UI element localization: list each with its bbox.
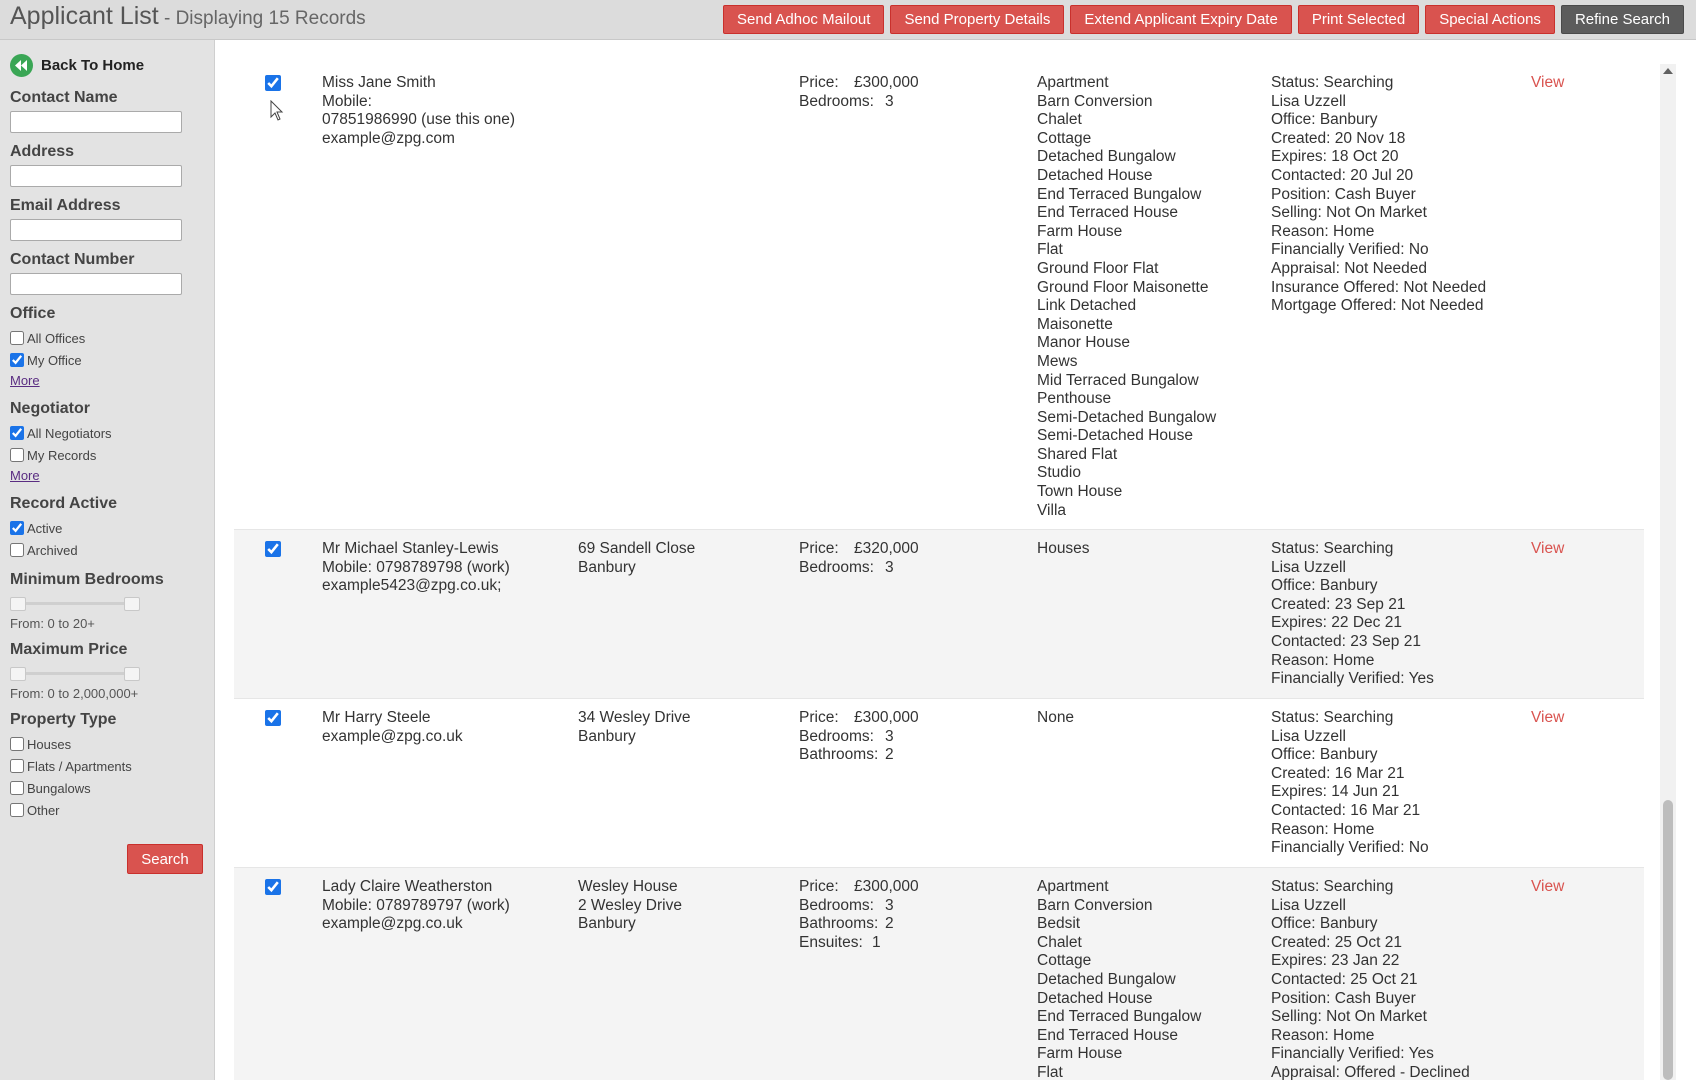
all-negotiators-label: All Negotiators <box>27 425 112 441</box>
archived-label: Archived <box>27 542 78 558</box>
back-arrow-icon <box>10 54 33 77</box>
price-value: £300,000 <box>854 709 919 726</box>
applicant-status-line: Selling: Not On Market <box>1271 1008 1427 1026</box>
my-records-checkbox[interactable] <box>10 448 24 462</box>
applicant-status <box>1271 74 1531 316</box>
archived-option[interactable] <box>10 539 204 561</box>
property-types-line: Detached Bungalow <box>1037 148 1176 166</box>
special-actions-button[interactable]: Special Actions <box>1425 5 1555 34</box>
bedrooms-line <box>799 93 999 112</box>
houses-checkbox[interactable] <box>10 737 24 751</box>
property-types-line: Maisonette <box>1037 315 1113 333</box>
max-price-label: Maximum Price <box>10 641 128 658</box>
record-active-label: Record Active <box>10 495 117 512</box>
view-link[interactable]: View <box>1531 540 1565 557</box>
office-label: Office <box>10 305 56 322</box>
address-label: Address <box>10 143 75 160</box>
applicant-status-line: Contacted: 20 Jul 20 <box>1271 166 1414 184</box>
price-value: £300,000 <box>854 74 919 91</box>
property-types-line: Ground Floor Maisonette <box>1037 278 1209 296</box>
action-toolbar <box>723 5 1684 34</box>
applicant-status <box>1271 878 1531 1080</box>
contact-details <box>322 709 572 746</box>
applicant-status <box>1271 709 1531 858</box>
applicant-row <box>234 699 1644 868</box>
price-and-rooms <box>799 878 999 952</box>
property-types-line: End Terraced Bungalow <box>1037 185 1202 203</box>
max-price-track <box>14 672 136 675</box>
min-bedrooms-track <box>14 602 136 605</box>
results-scrollbar[interactable] <box>1660 64 1676 1080</box>
bathrooms-label: Bathrooms: <box>799 746 879 764</box>
header-bar <box>0 0 1696 40</box>
applicant-status-line: Position: Cash Buyer <box>1271 989 1416 1007</box>
other-label: Other <box>27 802 60 818</box>
min-bedrooms-min-handle[interactable] <box>10 597 26 611</box>
property-type-label: Property Type <box>10 711 117 728</box>
applicant-status-line: Financially Verified: Yes <box>1271 1045 1434 1063</box>
refine-search-button[interactable]: Refine Search <box>1561 5 1684 34</box>
bungalows-option[interactable] <box>10 777 204 799</box>
my-records-label: My Records <box>27 447 97 463</box>
applicant-address-line: Wesley House <box>578 878 678 895</box>
property-types-line: Penthouse <box>1037 390 1112 408</box>
bedrooms-label: Bedrooms: <box>799 896 874 914</box>
contact-number-label: Contact Number <box>10 251 135 268</box>
scrollbar-thumb[interactable] <box>1663 800 1673 1080</box>
property-types-line: Semi-Detached House <box>1037 427 1193 445</box>
view-link[interactable]: View <box>1531 74 1565 91</box>
contact-details-line: Mobile: 0798789798 (work) <box>322 558 510 576</box>
active-option[interactable] <box>10 517 204 539</box>
bedrooms-line <box>799 559 999 578</box>
price-line <box>799 540 999 559</box>
row-select-checkbox[interactable] <box>265 710 281 726</box>
bedrooms-label: Bedrooms: <box>799 727 874 745</box>
bedrooms-label: Bedrooms: <box>799 558 874 576</box>
bathrooms-value: 2 <box>885 915 894 933</box>
applicant-address-line: 2 Wesley Drive <box>578 896 682 914</box>
send-adhoc-mailout-button[interactable]: Send Adhoc Mailout <box>723 5 884 34</box>
row-select-checkbox[interactable] <box>265 75 281 91</box>
filter-sidebar <box>0 40 215 1080</box>
applicant-status-line: Expires: 14 Jun 21 <box>1271 783 1400 801</box>
property-types-line: Flat <box>1037 241 1063 259</box>
applicant-row <box>234 64 1644 530</box>
my-office-label: My Office <box>27 352 82 368</box>
price-and-rooms <box>799 540 999 577</box>
property-types <box>1037 709 1257 728</box>
property-types-line: Studio <box>1037 464 1081 482</box>
property-types-line: Farm House <box>1037 1045 1123 1063</box>
price-and-rooms <box>799 709 999 765</box>
applicant-status-line: Created: 25 Oct 21 <box>1271 933 1402 951</box>
min-bedrooms-slider[interactable] <box>10 597 140 611</box>
applicant-status-line: Mortgage Offered: Not Needed <box>1271 297 1484 315</box>
applicant-status-line: Reason: Home <box>1271 1026 1375 1044</box>
contact-details <box>322 878 572 934</box>
contact-details-line: example5423@zpg.co.uk; <box>322 577 502 595</box>
my-office-checkbox[interactable] <box>10 353 24 367</box>
price-label: Price: <box>799 74 839 91</box>
contact-details-line: Miss Jane Smith <box>322 74 436 91</box>
property-types-line: End Terraced House <box>1037 204 1179 222</box>
property-types-line: End Terraced House <box>1037 1026 1179 1044</box>
applicant-address <box>578 709 778 746</box>
applicant-status-line: Contacted: 25 Oct 21 <box>1271 970 1418 988</box>
property-types-line: Barn Conversion <box>1037 896 1153 914</box>
price-label: Price: <box>799 540 839 557</box>
mouse-cursor-icon <box>270 100 284 122</box>
applicant-status-line: Status: Searching <box>1271 74 1394 91</box>
applicant-status-line: Position: Cash Buyer <box>1271 185 1416 203</box>
send-property-details-button[interactable]: Send Property Details <box>890 5 1064 34</box>
contact-details-line: Mobile: 0789789797 (work) <box>322 896 510 914</box>
search-button[interactable]: Search <box>127 844 203 874</box>
price-value: £300,000 <box>854 878 919 895</box>
print-selected-button[interactable]: Print Selected <box>1298 5 1419 34</box>
contact-details-line: Lady Claire Weatherston <box>322 878 493 895</box>
applicant-status-line: Office: Banbury <box>1271 111 1378 129</box>
my-records-option[interactable] <box>10 444 204 466</box>
applicant-status-line: Office: Banbury <box>1271 915 1378 933</box>
applicant-results-list <box>234 64 1644 1080</box>
other-checkbox[interactable] <box>10 803 24 817</box>
property-types-line: Cottage <box>1037 129 1092 147</box>
applicant-status-line: Office: Banbury <box>1271 746 1378 764</box>
applicant-status-line: Created: 16 Mar 21 <box>1271 764 1405 782</box>
property-types <box>1037 878 1257 1080</box>
applicant-status-line: Expires: 23 Jan 22 <box>1271 952 1400 970</box>
ensuites-line <box>799 934 999 953</box>
applicant-status-line: Lisa Uzzell <box>1271 727 1346 745</box>
applicant-status-line: Reason: Home <box>1271 820 1375 838</box>
page-title-text: Applicant List <box>10 2 159 30</box>
record-count: - Displaying 15 Records <box>158 8 366 29</box>
applicant-status-line: Status: Searching <box>1271 878 1394 895</box>
contact-number-input[interactable] <box>10 273 182 295</box>
applicant-address <box>578 878 778 934</box>
property-types-line: Mews <box>1037 352 1078 370</box>
max-price-range-text: From: 0 to 2,000,000+ <box>10 686 139 701</box>
min-bedrooms-range-text: From: 0 to 20+ <box>10 616 95 631</box>
applicant-status-line: Expires: 22 Dec 21 <box>1271 614 1402 632</box>
my-office-option[interactable] <box>10 349 204 371</box>
property-types-line: Chalet <box>1037 111 1082 129</box>
bathrooms-line <box>799 915 999 934</box>
contact-details-line: example@zpg.co.uk <box>322 727 463 745</box>
max-price-slider[interactable] <box>10 667 140 681</box>
applicant-status-line: Lisa Uzzell <box>1271 558 1346 576</box>
all-negotiators-checkbox[interactable] <box>10 426 24 440</box>
property-types-line: Barn Conversion <box>1037 92 1153 110</box>
price-label: Price: <box>799 709 839 726</box>
min-bedrooms-label: Minimum Bedrooms <box>10 571 164 588</box>
flats-option[interactable] <box>10 755 204 777</box>
price-and-rooms <box>799 74 999 111</box>
bungalows-label: Bungalows <box>27 780 91 796</box>
all-offices-label: All Offices <box>27 330 86 346</box>
bedrooms-label: Bedrooms: <box>799 92 874 110</box>
property-types-line: Villa <box>1037 501 1067 519</box>
applicant-status-line: Office: Banbury <box>1271 577 1378 595</box>
applicant-status-line: Lisa Uzzell <box>1271 896 1346 914</box>
applicant-address-line: Banbury <box>578 558 636 576</box>
negotiator-more-link[interactable]: More <box>10 468 40 483</box>
applicant-status-line: Reason: Home <box>1271 651 1375 669</box>
max-price-max-handle[interactable] <box>124 667 140 681</box>
applicant-status-line: Status: Searching <box>1271 540 1394 557</box>
all-negotiators-option[interactable] <box>10 422 204 444</box>
extend-expiry-button[interactable]: Extend Applicant Expiry Date <box>1070 5 1291 34</box>
property-types-line: Town House <box>1037 483 1123 501</box>
property-types <box>1037 540 1257 559</box>
applicant-status <box>1271 540 1531 689</box>
applicant-status-line: Financially Verified: No <box>1271 241 1429 259</box>
office-more-link[interactable]: More <box>10 373 40 388</box>
bedrooms-value: 3 <box>885 92 894 110</box>
bedrooms-value: 3 <box>885 727 894 745</box>
property-types-line: Mid Terraced Bungalow <box>1037 371 1199 389</box>
property-types-line: Apartment <box>1037 74 1109 91</box>
bathrooms-label: Bathrooms: <box>799 915 879 933</box>
max-price-min-handle[interactable] <box>10 667 26 681</box>
applicant-row <box>234 868 1644 1080</box>
property-types-line: Farm House <box>1037 222 1123 240</box>
contact-details-line: example@zpg.com <box>322 129 455 147</box>
applicant-address-line: 69 Sandell Close <box>578 540 696 557</box>
flats-checkbox[interactable] <box>10 759 24 773</box>
bedrooms-line <box>799 897 999 916</box>
applicant-status-line: Status: Searching <box>1271 709 1394 726</box>
email-address-input[interactable] <box>10 219 182 241</box>
applicant-status-line: Expires: 18 Oct 20 <box>1271 148 1399 166</box>
price-value: £320,000 <box>854 540 919 557</box>
property-types-line: Cottage <box>1037 952 1092 970</box>
property-types-line: End Terraced Bungalow <box>1037 1008 1202 1026</box>
property-types-line: Bedsit <box>1037 915 1081 933</box>
all-offices-option[interactable] <box>10 327 204 349</box>
applicant-status-line: Lisa Uzzell <box>1271 92 1346 110</box>
other-option[interactable] <box>10 799 204 821</box>
property-types-line: Detached House <box>1037 989 1153 1007</box>
property-types-line: Flat <box>1037 1063 1063 1080</box>
contact-details-line: example@zpg.co.uk <box>322 915 463 933</box>
ensuites-label: Ensuites: <box>799 933 863 951</box>
applicant-status-line: Reason: Home <box>1271 222 1375 240</box>
property-types <box>1037 74 1257 520</box>
applicant-status-line: Appraisal: Offered - Declined <box>1271 1063 1470 1080</box>
applicant-status-line: Selling: Not On Market <box>1271 204 1427 222</box>
contact-details-line: Mobile: <box>322 92 372 110</box>
applicant-status-line: Appraisal: Not Needed <box>1271 259 1427 277</box>
scroll-up-arrow-icon[interactable] <box>1663 68 1673 74</box>
applicant-status-line: Created: 20 Nov 18 <box>1271 129 1406 147</box>
row-select-checkbox[interactable] <box>265 541 281 557</box>
row-select-checkbox[interactable] <box>265 879 281 895</box>
contact-details-line: 07851986990 (use this one) <box>322 111 516 129</box>
contact-name-input[interactable] <box>10 111 182 133</box>
price-line <box>799 878 999 897</box>
active-checkbox[interactable] <box>10 521 24 535</box>
page-title <box>10 2 366 31</box>
all-offices-checkbox[interactable] <box>10 331 24 345</box>
price-label: Price: <box>799 878 839 895</box>
property-types-line: Semi-Detached Bungalow <box>1037 408 1217 426</box>
property-types-line: Link Detached <box>1037 297 1137 315</box>
bedrooms-value: 3 <box>885 896 894 914</box>
bedrooms-line <box>799 728 999 747</box>
applicant-address-line: Banbury <box>578 915 636 933</box>
applicant-status-line: Financially Verified: No <box>1271 839 1429 857</box>
property-types-line: Detached House <box>1037 166 1153 184</box>
applicant-status-line: Contacted: 23 Sep 21 <box>1271 632 1421 650</box>
view-link[interactable]: View <box>1531 878 1565 895</box>
applicant-status-line: Contacted: 16 Mar 21 <box>1271 801 1421 819</box>
address-input[interactable] <box>10 165 182 187</box>
applicant-address-line: Banbury <box>578 727 636 745</box>
price-line <box>799 709 999 728</box>
applicant-status-line: Created: 23 Sep 21 <box>1271 595 1406 613</box>
contact-details <box>322 540 572 596</box>
property-types-line: Manor House <box>1037 334 1131 352</box>
back-to-home-link[interactable] <box>10 54 204 77</box>
bathrooms-line <box>799 746 999 765</box>
email-address-label: Email Address <box>10 197 121 214</box>
view-link[interactable]: View <box>1531 709 1565 726</box>
property-types-line: None <box>1037 709 1075 726</box>
property-types-line: Ground Floor Flat <box>1037 259 1159 277</box>
bedrooms-value: 3 <box>885 558 894 576</box>
applicant-row <box>234 530 1644 699</box>
ensuites-value: 1 <box>872 933 881 951</box>
contact-details-line: Mr Harry Steele <box>322 709 431 726</box>
houses-option[interactable] <box>10 733 204 755</box>
contact-details-line: Mr Michael Stanley-Lewis <box>322 540 499 557</box>
property-types-line: Houses <box>1037 540 1090 557</box>
flats-label: Flats / Apartments <box>27 758 132 774</box>
contact-details <box>322 74 572 148</box>
applicant-status-line: Insurance Offered: Not Needed <box>1271 278 1487 296</box>
property-types-line: Shared Flat <box>1037 445 1118 463</box>
archived-checkbox[interactable] <box>10 543 24 557</box>
houses-label: Houses <box>27 736 72 752</box>
property-types-line: Chalet <box>1037 933 1082 951</box>
price-line <box>799 74 999 93</box>
active-label: Active <box>27 520 63 536</box>
min-bedrooms-max-handle[interactable] <box>124 597 140 611</box>
bungalows-checkbox[interactable] <box>10 781 24 795</box>
negotiator-label: Negotiator <box>10 400 90 417</box>
applicant-address <box>578 540 778 577</box>
contact-name-label: Contact Name <box>10 89 118 106</box>
property-types-line: Detached Bungalow <box>1037 970 1176 988</box>
applicant-address-line: 34 Wesley Drive <box>578 709 691 726</box>
bathrooms-value: 2 <box>885 746 894 764</box>
applicant-status-line: Financially Verified: Yes <box>1271 670 1434 688</box>
property-types-line: Apartment <box>1037 878 1109 895</box>
back-to-home-label: Back To Home <box>41 57 145 74</box>
